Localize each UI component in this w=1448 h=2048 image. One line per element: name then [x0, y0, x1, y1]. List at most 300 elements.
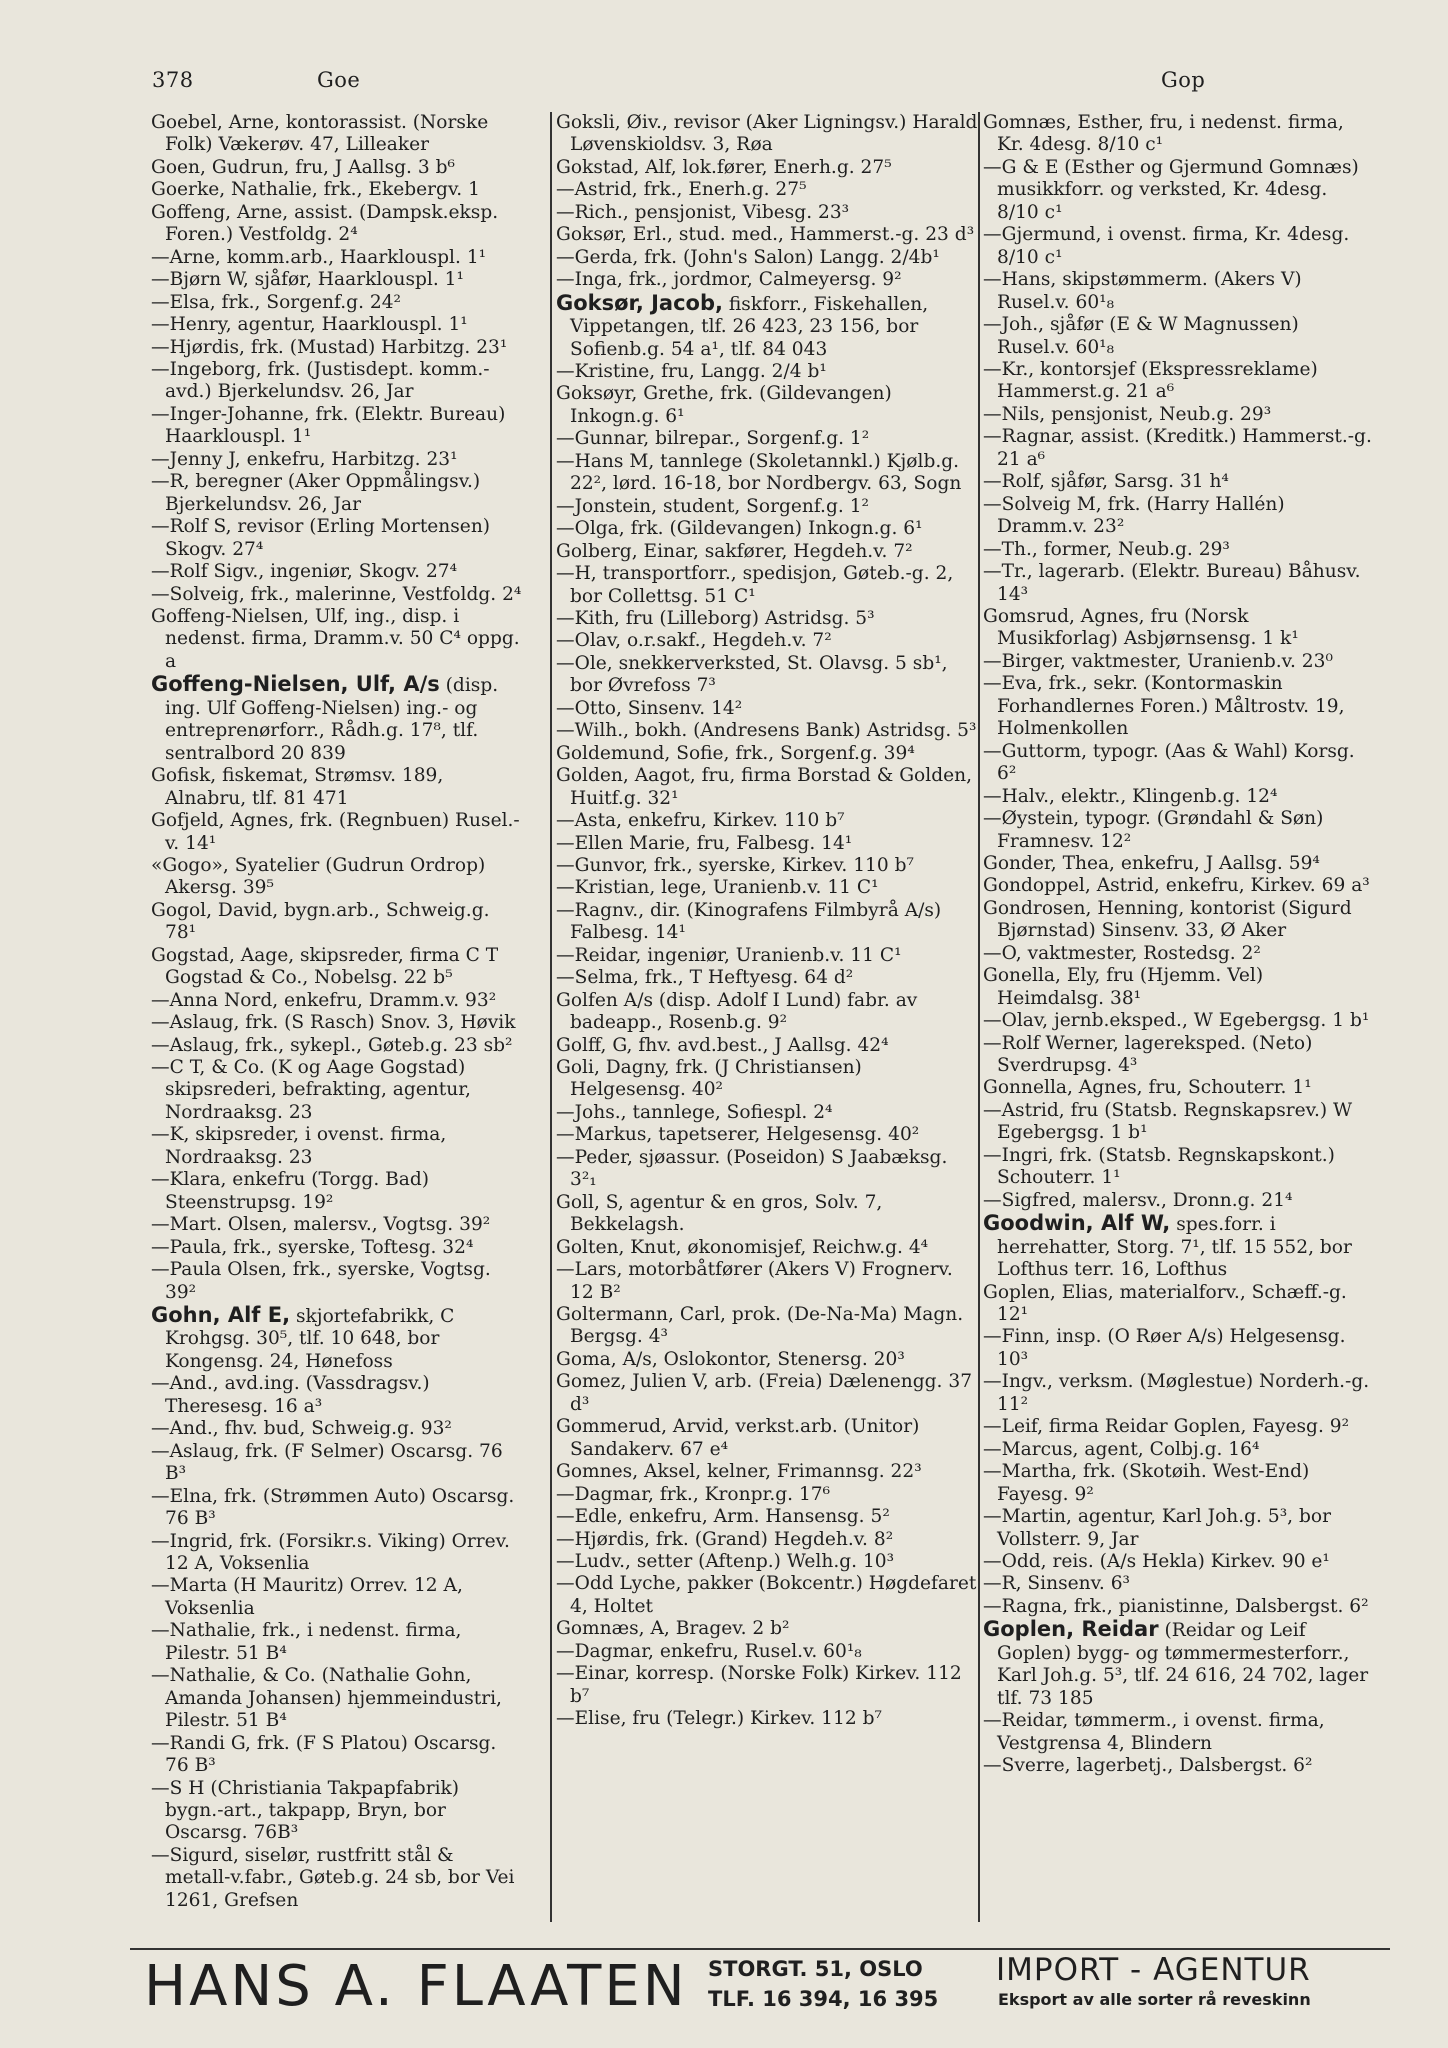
entry-bold-name: Goplen, Reidar [983, 1617, 1159, 1642]
entry-text: —Aslaug, frk. (S Rasch) Snov. 3, Høvik [151, 1012, 516, 1034]
directory-entry [556, 1259, 978, 1304]
directory-entry [556, 1618, 978, 1640]
directory-entry [151, 1057, 523, 1124]
entry-text: Gondoppel, Astrid, enkefru, Kirkev. 69 a³ [983, 875, 1370, 897]
entry-text: Gondrosen, Henning, kontorist (Sigurd Bjørnstad) Sinsenv. 33, Ø Aker [983, 897, 1352, 942]
entry-text: —Th., former, Neub.g. 29³ [983, 538, 1230, 560]
directory-entry [556, 541, 978, 563]
entry-text: Goltermann, Carl, prok. (De-Na-Ma) Magn. Bergsg. 4³ [556, 1304, 964, 1348]
directory-entry [556, 877, 978, 899]
entry-text: —Einar, korresp. (Norske Folk) Kirkev. 112 b⁷ [556, 1663, 962, 1707]
entry-text: Gogstad, Aage, skipsreder, firma C T Gogstad & Co., Nobelsg. 22 b⁵ [151, 944, 499, 989]
entry-text: —Hans, skipstømmerm. (Akers V) Rusel.v. 60¹₈ [983, 269, 1302, 313]
directory-entry [983, 112, 1373, 157]
entry-text: Gomnæs, Esther, fru, i nedenst. firma, Kr. 4desg. 8/10 c¹ [983, 112, 1344, 156]
directory-entry [151, 1304, 523, 1373]
entry-text: —Anna Nord, enkefru, Dramm.v. 93² [151, 989, 497, 1011]
directory-entry [151, 1124, 523, 1169]
entry-text: Golberg, Einar, sakfører, Hegdeh.v. 7² [556, 540, 913, 562]
directory-entry [151, 1237, 523, 1259]
entry-text: —Wilh., bokh. (Andresens Bank) Astridsg. 5³ [556, 720, 977, 742]
directory-entry [556, 833, 978, 855]
entry-text: —Gjermund, i ovenst. firma, Kr. 4desg. 8/10 c¹ [983, 224, 1350, 268]
directory-entry [983, 1710, 1373, 1755]
directory-entry [151, 269, 523, 291]
entry-text: Gomnæs, A, Bragev. 2 b² [556, 1618, 790, 1640]
entry-text: —Martin, agentur, Karl Joh.g. 5³, bor Vollsterr. 9, Jar [983, 1506, 1331, 1550]
directory-entry [556, 855, 978, 877]
entry-text: —Odd Lyche, pakker (Bokcentr.) Høgdefaret 4, Holtet [556, 1573, 977, 1617]
entry-text: —Leif, firma Reidar Goplen, Fayesg. 9² [983, 1416, 1350, 1438]
entry-text: —Øystein, typogr. (Grøndahl & Søn) Framnesv. 12² [983, 808, 1324, 852]
entry-text: —Ingeborg, frk. (Justisdept. komm.-avd.) Bjerkelundsv. 26, Jar [151, 358, 490, 403]
directory-entry [151, 606, 523, 673]
entry-text: —Ole, snekkerverksted, St. Olavsg. 5 sb¹, bor Øvrefoss 7³ [556, 652, 948, 697]
entry-text: —Dagmar, enkefru, Rusel.v. 60¹₈ [556, 1640, 862, 1662]
directory-entry [556, 1484, 978, 1506]
directory-entry [151, 1620, 523, 1665]
directory-entry [556, 1371, 978, 1416]
entry-text: —Rolf Sigv., ingeniør, Skogv. 27⁴ [151, 561, 458, 583]
advertiser-phone: TLF. 16 394, 16 395 [708, 1987, 939, 2011]
directory-entry [983, 1573, 1373, 1595]
directory-entry [556, 112, 978, 157]
entry-text: —Ingri, frk. (Statsb. Regnskapskont.) Schouterr. 1¹ [983, 1144, 1335, 1189]
directory-entry [556, 1551, 978, 1573]
directory-entry [151, 449, 523, 471]
entry-text: (Reidar og Leif Goplen) bygg- og tømmermesterforr., Karl Joh.g. 5³, tlf. 24 616, 24 702, lager tlf. 73 185 [997, 1620, 1369, 1709]
entry-text: Gomez, Julien V, arb. (Freia) Dælenengg. 37 d³ [556, 1371, 973, 1415]
directory-column-3 [983, 112, 1373, 1778]
entry-text: spes.forr. i herrehatter, Storg. 7¹, tlf. 15 552, bor Lofthus terr. 16, Lofthus [997, 1214, 1352, 1281]
directory-entry [151, 1035, 523, 1057]
entry-text: —Tr., lagerarb. (Elektr. Bureau) Båhusv. 14³ [983, 561, 1361, 605]
directory-entry [556, 1192, 978, 1237]
directory-entry [556, 1529, 978, 1551]
entry-text: Golfen A/s (disp. Adolf I Lund) fabr. av badeapp., Rosenb.g. 9² [556, 989, 918, 1034]
entry-text: —C T, & Co. (K og Aage Gogstad) skipsrederi, befrakting, agentur, Nordraaksg. 23 [151, 1057, 471, 1123]
entry-text: —Astrid, frk., Enerh.g. 27⁵ [556, 179, 807, 201]
directory-entry [556, 1663, 978, 1708]
directory-column-2 [556, 112, 978, 1731]
directory-entry [556, 1461, 978, 1483]
directory-entry [556, 653, 978, 698]
directory-entry [983, 224, 1373, 269]
directory-entry [983, 1100, 1373, 1145]
directory-entry [983, 157, 1373, 224]
entry-text: —Ellen Marie, fru, Falbesg. 14¹ [556, 832, 853, 854]
entry-text: —Ragnv., dir. (Kinografens Filmbyrå A/s) Falbesg. 14¹ [556, 899, 942, 944]
directory-entry [556, 900, 978, 945]
left-header-keyword: Goe [317, 68, 361, 92]
entry-text: —Kristine, fru, Langg. 2/4 b¹ [556, 360, 827, 382]
entry-text: —Eva, frk., sekr. (Kontormaskin Forhandlernes Foren.) Måltrostv. 19, Holmenkollen [983, 673, 1345, 740]
directory-entry [983, 314, 1373, 359]
entry-text: —And., fhv. bud, Schweig.g. 93² [151, 1418, 452, 1440]
directory-entry [983, 1439, 1373, 1461]
directory-entry [151, 157, 523, 179]
entry-text: Goplen, Elias, materialforv., Schæff.-g. 12¹ [983, 1281, 1347, 1326]
page-number: 378 [152, 68, 194, 92]
entry-text: —Ingv., verksm. (Møglestue) Norderh.-g. 11² [983, 1371, 1370, 1415]
entry-text: —Nils, pensjonist, Neub.g. 29³ [983, 403, 1272, 425]
entry-text: —Olav, o.r.sakf., Hegdeh.v. 7² [556, 630, 832, 652]
directory-entry [556, 224, 978, 246]
directory-entry [556, 765, 978, 810]
directory-entry [983, 606, 1373, 651]
entry-text: «Gogo», Syatelier (Gudrun Ordrop) Akersg. 39⁵ [151, 854, 486, 899]
directory-entry [151, 1531, 523, 1576]
directory-entry [556, 1124, 978, 1146]
directory-entry [556, 361, 978, 383]
directory-entry [151, 673, 523, 765]
entry-text: —Ingrid, frk. (Forsikr.s. Viking) Orrev. 12 A, Voksenlia [151, 1530, 510, 1574]
entry-text: —Solveig M, frk. (Harry Hallén) Dramm.v. 23² [983, 493, 1285, 538]
entry-text: —Rolf S, revisor (Erling Mortensen) Skogv. 27⁴ [151, 516, 491, 560]
entry-text: —Klara, enkefru (Torgg. Bad) Steenstrupsg. 19² [151, 1169, 430, 1213]
directory-entry [983, 673, 1373, 740]
advertiser-address: STORGT. 51, OSLO [708, 1957, 923, 1981]
entry-text: —Finn, insp. (O Røer A/s) Helgesensg. 10³ [983, 1326, 1346, 1370]
entry-text: Goffeng, Arne, assist. (Dampsk.eksp. Foren.) Vestfoldg. 2⁴ [151, 201, 499, 246]
directory-entry [556, 630, 978, 652]
entry-text: fiskforr., Fiskehallen, Vippetangen, tlf. 26 423, 23 156, bor Sofienb.g. 54 a¹, tlf. 84 043 [570, 293, 929, 360]
entry-text: Goen, Gudrun, fru, J Aallsg. 3 b⁶ [151, 156, 455, 178]
entry-text: Gomsrud, Agnes, fru (Norsk Musikforlag) Asbjørnsensg. 1 k¹ [983, 605, 1299, 650]
directory-entry [983, 539, 1373, 561]
entry-bold-name: Gohn, Alf E, [151, 1303, 291, 1328]
entry-text: —Rich., pensjonist, Vibesg. 23³ [556, 201, 850, 223]
directory-entry [556, 247, 978, 269]
directory-entry [983, 1461, 1373, 1506]
entry-text: Golden, Aagot, fru, firma Borstad & Golden, Huitf.g. 32¹ [556, 765, 972, 809]
entry-text: —Markus, tapetserer, Helgesensg. 40² [556, 1124, 920, 1146]
directory-entry [151, 855, 523, 900]
directory-entry [556, 945, 978, 967]
entry-text: Gokstad, Alf, lok.fører, Enerh.g. 27⁵ [556, 156, 892, 178]
directory-entry [983, 1371, 1373, 1416]
directory-entry [151, 1486, 523, 1531]
entry-text: —Mart. Olsen, malersv., Vogtsg. 39² [151, 1214, 491, 1236]
entry-text: —Paula, frk., syerske, Toftesg. 32⁴ [151, 1236, 474, 1258]
directory-entry [151, 337, 523, 359]
directory-entry [983, 741, 1373, 786]
entry-text: —Inga, frk., jordmor, Calmeyersg. 9² [556, 269, 902, 291]
directory-entry [151, 1778, 523, 1845]
directory-entry [151, 1012, 523, 1034]
entry-text: Goma, A/s, Oslokontor, Stenersg. 20³ [556, 1348, 905, 1370]
directory-entry [151, 1733, 523, 1778]
directory-entry [556, 1641, 978, 1663]
entry-text: —Jenny J, enkefru, Harbitzg. 23¹ [151, 448, 458, 470]
entry-text: —Birger, vaktmester, Uranienb.v. 23⁰ [983, 650, 1333, 672]
directory-entry [151, 1169, 523, 1214]
directory-entry [983, 786, 1373, 808]
entry-text: —Rolf Werner, lagereksped. (Neto) Sverdrupsg. 4³ [983, 1032, 1313, 1077]
entry-text: —Joh., sjåfør (E & W Magnussen) Rusel.v. 60¹₈ [983, 314, 1299, 358]
directory-entry [151, 584, 523, 606]
entry-text: Gommerud, Arvid, verkst.arb. (Unitor) Sandakerv. 67 e⁴ [556, 1416, 920, 1460]
directory-entry [556, 1349, 978, 1371]
entry-text: —Marta (H Mauritz) Orrev. 12 A, Voksenlia [151, 1575, 463, 1619]
entry-text: —Halv., elektr., Klingenb.g. 12⁴ [983, 785, 1278, 807]
entry-text: —Randi G, frk. (F S Platou) Oscarsg. 76 B³ [151, 1732, 497, 1777]
entry-text: —Elna, frk. (Strømmen Auto) Oscarsg. 76 B³ [151, 1485, 515, 1530]
directory-entry [983, 1416, 1373, 1438]
entry-bold-name: Goodwin, Alf W, [983, 1211, 1171, 1236]
directory-entry [556, 269, 978, 291]
directory-entry [151, 292, 523, 314]
entry-text: —Paula Olsen, frk., syerske, Vogtsg. 39² [151, 1259, 491, 1303]
advertisement-banner [130, 1948, 1390, 2024]
directory-entry [151, 990, 523, 1012]
entry-text: —Kristian, lege, Uranienb.v. 11 C¹ [556, 877, 879, 899]
directory-entry [556, 698, 978, 720]
directory-entry [151, 404, 523, 449]
entry-text: —Martha, frk. (Skotøih. West-End) Fayesg. 9² [983, 1461, 1310, 1505]
directory-entry [983, 1010, 1373, 1032]
entry-text: —G & E (Esther og Gjermund Gomnæs) musikkforr. og verksted, Kr. 4desg. 8/10 c¹ [983, 156, 1359, 223]
entry-text: Goll, S, agentur & en gros, Solv. 7, Bekkelagsh. [556, 1191, 883, 1236]
entry-text: —H, transportforr., spedisjon, Gøteb.-g. 2, bor Collettsg. 51 C¹ [556, 563, 954, 607]
directory-entry [151, 202, 523, 247]
directory-entry [983, 359, 1373, 404]
directory-entry [556, 428, 978, 450]
advertiser-agency: IMPORT - AGENTUR [996, 1952, 1311, 1988]
entry-text: —Sverre, lagerbetj., Dalsbergst. 6² [983, 1755, 1313, 1777]
entry-text: —Jonstein, student, Sorgenf.g. 1² [556, 495, 869, 517]
directory-entry [556, 1035, 978, 1057]
right-header-keyword: Gop [1161, 68, 1206, 92]
entry-text: —R, beregner (Aker Oppmålingsv.) Bjerkelundsv. 26, Jar [151, 471, 481, 515]
entry-text: —R, Sinsenv. 6³ [983, 1573, 1130, 1595]
directory-entry [151, 179, 523, 201]
directory-entry [556, 743, 978, 765]
entry-text: Goldemund, Sofie, frk., Sorgenf.g. 39⁴ [556, 742, 915, 764]
entry-text: —Aslaug, frk. (F Selmer) Oscarsg. 76 B³ [151, 1440, 503, 1485]
directory-entry [983, 1145, 1373, 1190]
entry-text: Goksøyr, Grethe, frk. (Gildevangen) Inkogn.g. 6¹ [556, 383, 892, 427]
entry-text: —Kith, fru (Lilleborg) Astridsg. 5³ [556, 607, 875, 629]
directory-entry [151, 1214, 523, 1236]
directory-entry [983, 1506, 1373, 1551]
entry-text: —S H (Christiania Takpapfabrik) bygn.-art., takpapp, Bryn, bor Oscarsg. 76B³ [151, 1777, 460, 1844]
directory-entry [556, 292, 978, 361]
directory-entry [556, 157, 978, 179]
entry-text: —Marcus, agent, Colbj.g. 16⁴ [983, 1438, 1260, 1460]
directory-entry [556, 608, 978, 630]
entry-text: Gonella, Ely, fru (Hjemm. Vel) Heimdalsg. 38¹ [983, 965, 1264, 1009]
directory-entry [556, 990, 978, 1035]
directory-entry [556, 202, 978, 224]
directory-entry [151, 810, 523, 855]
directory-entry [983, 404, 1373, 426]
entry-text: —Gunnar, bilrepar., Sorgenf.g. 1² [556, 428, 870, 450]
entry-text: —Kr., kontorsjef (Ekspressreklame) Hammerst.g. 21 a⁶ [983, 358, 1318, 403]
directory-entry [983, 1282, 1373, 1327]
directory-entry [556, 1237, 978, 1259]
directory-entry [983, 1755, 1373, 1777]
directory-entry [983, 853, 1373, 875]
entry-text: —Henry, agentur, Haarklouspl. 1¹ [151, 314, 468, 336]
directory-entry [983, 875, 1373, 897]
entry-text: Gonnella, Agnes, fru, Schouterr. 1¹ [983, 1077, 1312, 1099]
entry-text: —Olav, jernb.eksped., W Egebergsg. 1 b¹ [983, 1010, 1370, 1032]
entry-text: —Ragnar, assist. (Kreditk.) Hammerst.-g. 21 a⁶ [983, 426, 1372, 470]
entry-text: Gogol, David, bygn.arb., Schweig.g. 78¹ [151, 899, 490, 944]
directory-entry [151, 1665, 523, 1732]
directory-entry [151, 314, 523, 336]
directory-entry [983, 1551, 1373, 1573]
directory-entry [983, 898, 1373, 943]
directory-entry [983, 1618, 1373, 1710]
entry-text: —Hans M, tannlege (Skoletannkl.) Kjølb.g. 22², lørd. 16-18, bor Nordbergv. 63, Sogn [556, 450, 962, 495]
directory-entry [983, 471, 1373, 493]
column-divider [550, 112, 552, 1922]
entry-text: skjortefabrikk, C Krohgsg. 30⁵, tlf. 10 648, bor Kongensg. 24, Hønefoss [165, 1306, 455, 1372]
entry-text: —Inger-Johanne, frk. (Elektr. Bureau) Haarklouspl. 1¹ [151, 403, 506, 448]
directory-entry [983, 1596, 1373, 1618]
directory-entry [556, 451, 978, 496]
entry-text: —Astrid, fru (Statsb. Regnskapsrev.) W Egebergsg. 1 b¹ [983, 1099, 1353, 1144]
entry-text: —Arne, komm.arb., Haarklouspl. 1¹ [151, 246, 487, 268]
advertiser-name: HANS A. FLAATEN [144, 1954, 688, 2019]
entry-text: —Sigurd, siselør, rustfritt stål & metall-v.fabr., Gøteb.g. 24 sb, bor Vei 1261, Grefsen [151, 1844, 515, 1911]
entry-text: Golten, Knut, økonomisjef, Reichw.g. 4⁴ [556, 1236, 929, 1258]
directory-entry [151, 1373, 523, 1418]
entry-text: —Asta, enkefru, Kirkev. 110 b⁷ [556, 810, 845, 832]
entry-text: —Hjørdis, frk. (Mustad) Harbitzg. 23¹ [151, 336, 508, 358]
entry-text: Goebel, Arne, kontorassist. (Norske Folk) Vækerøv. 47, Lilleaker [151, 112, 489, 156]
entry-text: —And., avd.ing. (Vassdragsv.) Theresesg. 16 a³ [151, 1373, 430, 1417]
directory-entry [983, 494, 1373, 539]
directory-entry [151, 945, 523, 990]
entry-text: —Johs., tannlege, Sofiespl. 2⁴ [556, 1101, 833, 1123]
entry-text: (disp. ing. Ulf Goffeng-Nielsen) ing.- og entreprenørforr., Rådh.g. 17⁸, tlf. sentralbord 20 839 [165, 675, 499, 764]
directory-column-1 [151, 112, 523, 1912]
entry-text: —Lars, motorbåtfører (Akers V) Frognerv. 12 B² [556, 1259, 953, 1303]
entry-text: —Nathalie, & Co. (Nathalie Gohn, Amanda Johansen) hjemmeindustri, Pilestr. 51 B⁴ [151, 1665, 502, 1732]
directory-entry [151, 900, 523, 945]
entry-text: —Bjørn W, sjåfør, Haarklouspl. 1¹ [151, 269, 464, 291]
entry-text: —Guttorm, typogr. (Aas & Wahl) Korsg. 6² [983, 740, 1355, 785]
directory-entry [151, 1259, 523, 1304]
entry-text: Golff, G, fhv. avd.best., J Aallsg. 42⁴ [556, 1034, 889, 1056]
directory-entry [556, 496, 978, 518]
directory-entry [151, 1418, 523, 1440]
entry-text: Goerke, Nathalie, frk., Ekebergv. 1 [151, 179, 480, 201]
directory-entry [556, 967, 978, 989]
directory-entry [556, 563, 978, 608]
directory-entry [983, 1033, 1373, 1078]
entry-text: —Aslaug, frk., sykepl., Gøteb.g. 23 sb² [151, 1034, 513, 1056]
directory-entry [983, 269, 1373, 314]
entry-text: —Peder, sjøassur. (Poseidon) S Jaabæksg. 3²₁ [556, 1146, 948, 1191]
entry-text: —Elise, fru (Telegr.) Kirkev. 112 b⁷ [556, 1708, 882, 1730]
directory-entry [556, 179, 978, 201]
entry-text: Gofjeld, Agnes, frk. (Regnbuen) Rusel.-v. 14¹ [151, 810, 520, 854]
directory-entry [151, 1575, 523, 1620]
entry-text: Goffeng-Nielsen, Ulf, ing., disp. i nedenst. firma, Dramm.v. 50 C⁴ oppg. a [151, 605, 520, 672]
entry-text: —Reidar, tømmerm., i ovenst. firma, Vestgrensa 4, Blindern [983, 1710, 1325, 1754]
advertiser-contact [708, 1954, 938, 2014]
directory-entry [151, 247, 523, 269]
directory-entry [556, 720, 978, 742]
directory-entry [151, 516, 523, 561]
entry-text: —Odd, reis. (A/s Hekla) Kirkev. 90 e¹ [983, 1551, 1330, 1572]
entry-text: —O, vaktmester, Rostedsg. 2² [983, 942, 1261, 964]
directory-entry [556, 1708, 978, 1730]
directory-entry [983, 808, 1373, 853]
directory-entry [151, 1441, 523, 1486]
directory-entry [556, 1304, 978, 1349]
entry-text: —Ludv., setter (Aftenp.) Welh.g. 10³ [556, 1551, 895, 1572]
entry-text: —Solveig, frk., malerinne, Vestfoldg. 2⁴ [151, 583, 522, 605]
entry-bold-name: Goksør, Jacob, [556, 290, 723, 315]
directory-entry [151, 359, 523, 404]
directory-entry [556, 1573, 978, 1618]
advertiser-export-note: Eksport av alle sorter rå reveskinn [998, 1990, 1311, 2009]
directory-entry [151, 471, 523, 516]
directory-entry [983, 1077, 1373, 1099]
entry-text: —Edle, enkefru, Arm. Hansensg. 5² [556, 1506, 890, 1528]
entry-bold-name: Goffeng-Nielsen, Ulf, A/s [151, 672, 440, 697]
entry-text: —Gunvor, frk., syerske, Kirkev. 110 b⁷ [556, 854, 914, 876]
entry-text: —Gerda, frk. (John's Salon) Langg. 2/4b¹ [556, 246, 940, 268]
directory-entry [983, 1212, 1373, 1281]
directory-entry [983, 1190, 1373, 1212]
directory-entry [556, 1506, 978, 1528]
entry-text: —Reidar, ingeniør, Uranienb.v. 11 C¹ [556, 944, 902, 966]
directory-entry [556, 1057, 978, 1102]
directory-entry [556, 1147, 978, 1192]
directory-entry [556, 1416, 978, 1461]
entry-text: Goksør, Erl., stud. med., Hammerst.-g. 23 d³ [556, 224, 975, 246]
column-divider [978, 112, 980, 1922]
entry-text: Gomnes, Aksel, kelner, Frimannsg. 22³ [556, 1461, 922, 1483]
directory-entry [151, 561, 523, 583]
directory-entry [556, 810, 978, 832]
directory-entry [556, 1102, 978, 1124]
directory-entry [151, 112, 523, 157]
directory-entry [983, 965, 1373, 1010]
directory-entry [151, 1845, 523, 1912]
entry-text: —Ragna, frk., pianistinne, Dalsbergst. 6² [983, 1595, 1369, 1617]
directory-entry [151, 765, 523, 810]
entry-text: —Elsa, frk., Sorgenf.g. 24² [151, 291, 401, 313]
directory-entry [983, 1326, 1373, 1371]
entry-text: —Olga, frk. (Gildevangen) Inkogn.g. 6¹ [556, 518, 923, 540]
directory-entry [983, 561, 1373, 606]
entry-text: Gofisk, fiskemat, Strømsv. 189, Alnabru, tlf. 81 471 [151, 765, 444, 809]
directory-entry [983, 943, 1373, 965]
entry-text: Goli, Dagny, frk. (J Christiansen) Helgesensg. 40² [556, 1057, 862, 1101]
entry-text: —K, skipsreder, i ovenst. firma, Nordraaksg. 23 [151, 1124, 447, 1168]
directory-entry [983, 426, 1373, 471]
entry-text: —Rolf, sjåfør, Sarsg. 31 h⁴ [983, 471, 1229, 493]
entry-text: —Selma, frk., T Heftyesg. 64 d² [556, 967, 854, 989]
entry-text: —Dagmar, frk., Kronpr.g. 17⁶ [556, 1483, 831, 1505]
entry-text: —Sigfred, malersv., Dronn.g. 21⁴ [983, 1189, 1293, 1211]
entry-text: —Hjørdis, frk. (Grand) Hegdeh.v. 8² [556, 1528, 894, 1550]
entry-text: —Otto, Sinsenv. 14² [556, 697, 743, 719]
directory-entry [556, 383, 978, 428]
entry-text: Gonder, Thea, enkefru, J Aallsg. 59⁴ [983, 852, 1320, 874]
directory-entry [983, 651, 1373, 673]
entry-text: Goksli, Øiv., revisor (Aker Ligningsv.) Harald Løvenskioldsv. 3, Røa [556, 112, 978, 156]
entry-text: —Nathalie, frk., i nedenst. firma, Pilestr. 51 B⁴ [151, 1620, 462, 1664]
directory-entry [556, 518, 978, 540]
